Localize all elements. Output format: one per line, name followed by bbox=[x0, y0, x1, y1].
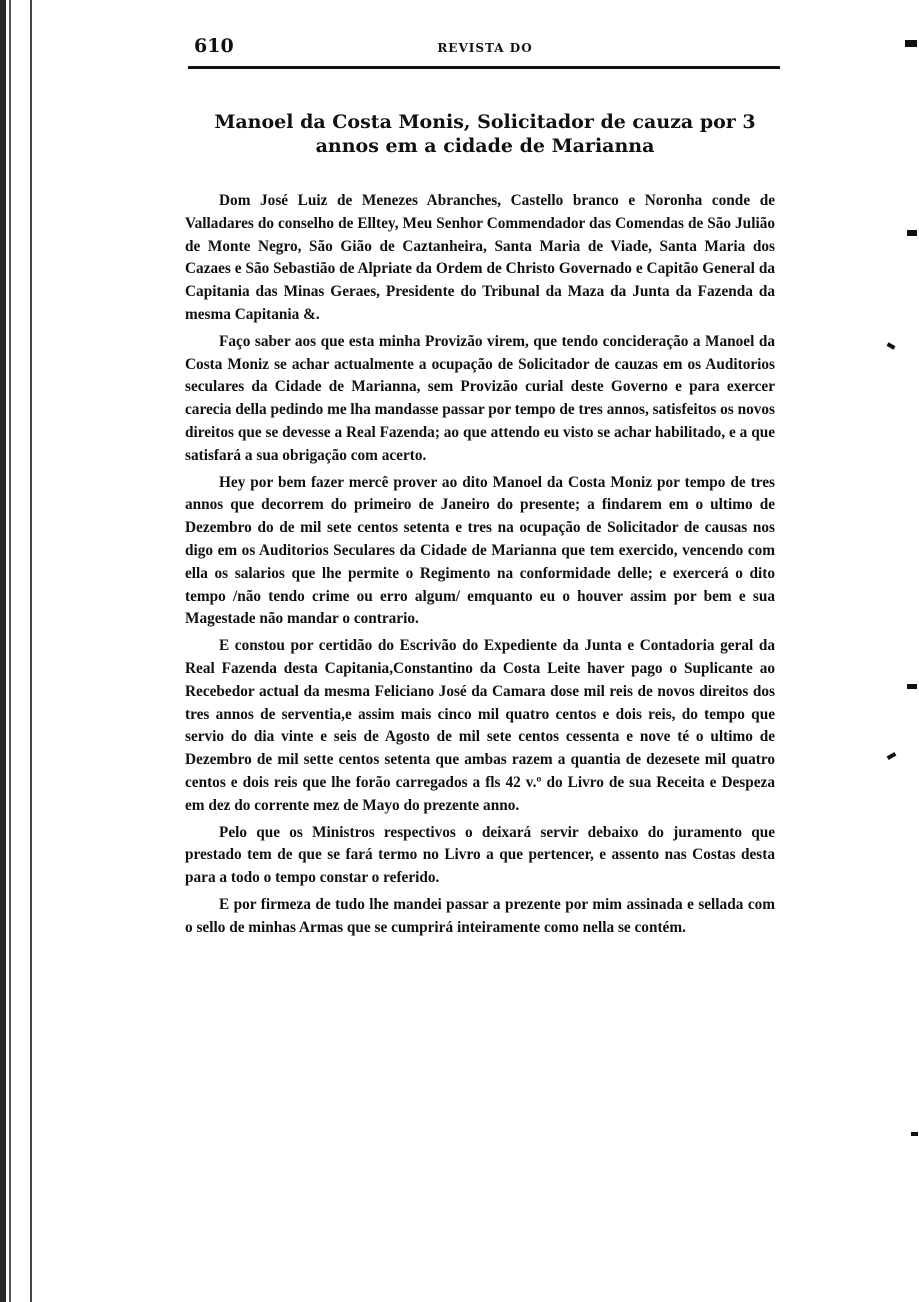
document-title: Manoel da Costa Monis, Solicitador de cauza por 3 annos em a cidade de Marianna bbox=[214, 111, 756, 157]
paragraph: Faço saber aos que esta minha Provizão virem, que tendo concideração a Manoel da Costa Moniz se achar actualmente a ocupação de Solicitador de cauzas em os Auditorios seculares da Cidade de Marianna, sem Provizão curial deste Governo e para exercer carecia della pedindo me lha mandasse passar por tempo de tres annos, satisfeitos os novos direitos que se devesse a Real Fazenda; ao que attendo eu visto se achar habilitado, e a que satisfará a sua obrigação com acerto. bbox=[185, 332, 775, 464]
paragraph: Hey por bem fazer mercê prover ao dito Manoel da Costa Moniz por tempo de tres annos que decorrem do primeiro de Janeiro do presente; a findarem em o ultimo de Dezembro do de mil sete centos setenta e tres na ocupação de Solicitador de causas nos digo em os Auditorios Seculares da Cidade de Marianna que tem exercido, vencendo com ella os salarios que lhe permite o Regimento na conformidade delle; e exercerá o dito tempo /não tendo crime ou erro algum/ emquanto eu o houver assim por bem e sua Magestade não mandar o contrario. bbox=[185, 473, 775, 628]
paragraph: E constou por certidão do Escrivão do Expediente da Junta e Contadoria geral da Real Fazenda desta Capitania,Constantino da Costa Leite haver pago o Suplicante ao Recebedor actual da mesma Feliciano José da Camara dose mil reis de novos direitos dos tres annos de serventia,e assim mais cinco mil quatro centos e dois reis, do tempo que servio do dia vinte e seis de Agosto de mil sete centos cessenta e nove té o ultimo de Dezembro de mil sette centos setenta que ambas razem a quantia de dezesete mil quatro centos e dois reis que lhe forão carregados a fls 42 v.º do Livro de sua Receita e Despeza em dez do corrente mez de Mayo do prezente anno. bbox=[185, 637, 775, 814]
journal-title: REVISTA DO bbox=[437, 41, 533, 55]
binding-edge-line bbox=[9, 0, 11, 1302]
paragraph: Dom José Luiz de Menezes Abranches, Castello branco e Noronha conde de Valladares do conselho de Elltey, Meu Senhor Commendador das Comendas de São Julião de Monte Negro, São Gião de Caztanheira, Santa Maria de Viade, Santa Maria dos Cazaes e São Sebastião de Alpriate da Ordem de Christo Governado e Capitão General da Capitania das Minas Geraes, Presidente do Tribunal da Maza da Junta da Fazenda da mesma Capitania &. bbox=[185, 192, 775, 323]
header-rule bbox=[188, 66, 780, 69]
margin-speck bbox=[905, 40, 917, 47]
paragraph: Pelo que os Ministros respectivos o deixará servir debaixo do juramento que prestado tem de que se fará termo no Livro a que pertencer, e assento nas Costas desta para a todo o tempo constar o referido. bbox=[185, 823, 775, 887]
binding-edge-line bbox=[30, 0, 32, 1302]
margin-speck bbox=[907, 684, 917, 689]
margin-speck bbox=[887, 752, 897, 760]
paragraph: E por firmeza de tudo lhe mandei passar a prezente por mim assinada e sellada com o sello de minhas Armas que se cumprirá inteiramente como nella se contém. bbox=[185, 895, 775, 936]
running-head bbox=[190, 33, 780, 67]
margin-speck bbox=[887, 342, 896, 349]
page-number: 610 bbox=[194, 35, 234, 57]
document-body bbox=[185, 190, 775, 944]
margin-speck bbox=[911, 1132, 918, 1136]
binding-edge bbox=[0, 0, 6, 1302]
margin-speck bbox=[907, 230, 917, 236]
